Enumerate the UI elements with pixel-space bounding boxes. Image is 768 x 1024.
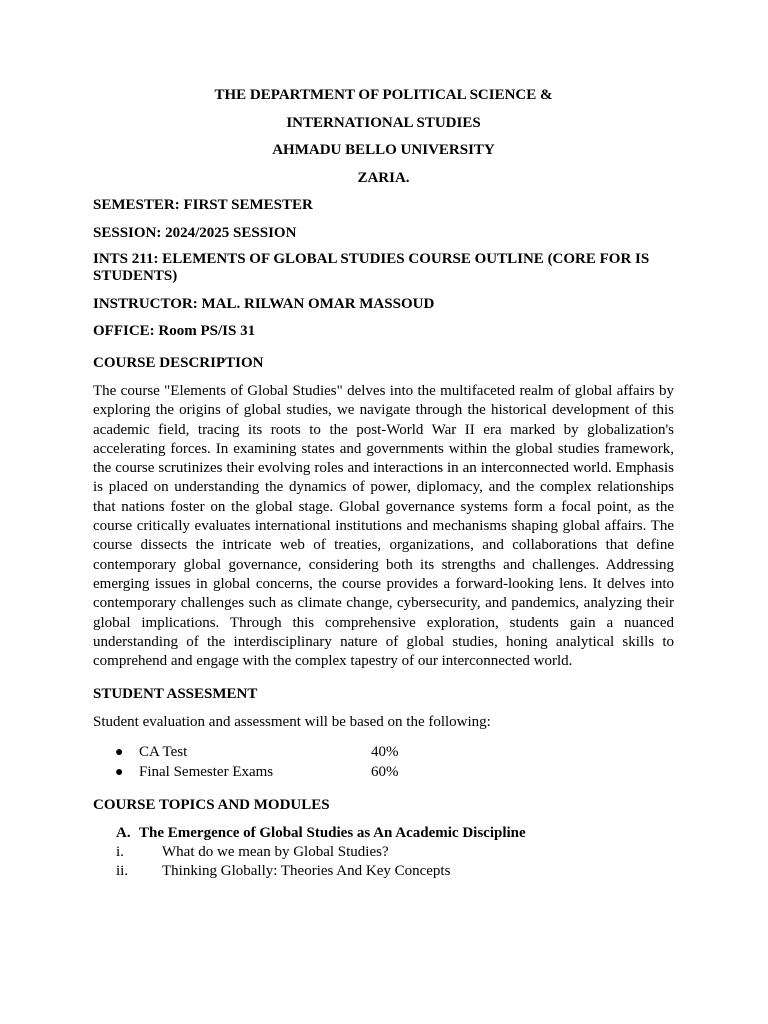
topic-item	[93, 843, 674, 862]
instructor-line: INSTRUCTOR: MAL. RILWAN OMAR MASSOUD	[93, 295, 435, 312]
semester-line: SEMESTER: FIRST SEMESTER	[93, 197, 313, 213]
department-title-line1: THE DEPARTMENT OF POLITICAL SCIENCE &	[214, 87, 553, 103]
topic-number: ii.	[116, 862, 129, 879]
assessment-item	[93, 743, 674, 763]
course-line: INTS 211: ELEMENTS OF GLOBAL STUDIES COURSE OUTLINE (CORE FOR IS STUDENTS)	[93, 251, 650, 284]
university-name: AHMADU BELLO UNIVERSITY	[272, 142, 495, 158]
student-assessment-heading: STUDENT ASSESMENT	[93, 686, 258, 703]
assessment-intro: Student evaluation and assessment will be based on the following:	[93, 714, 491, 731]
topic-list	[93, 843, 674, 880]
university-location: ZARIA.	[357, 169, 410, 186]
module-letter: A.	[116, 825, 131, 842]
assessment-item-label: CA Test	[139, 744, 188, 761]
topic-text: Thinking Globally: Theories And Key Concepts	[162, 862, 451, 879]
course-description-body: The course "Elements of Global Studies" delves into the multifaceted realm of global affairs by exploring the origins of global studies, we navigate through the historical development of this academic field, tracing its roots to the post-World War II era marked by globalization's accelerating forces. In examining states and governments within the global studies framework, the course scrutinizes their evolving roles and interactions in an interconnected world. Emphasis is placed on understanding the dynamics of power, diplomacy, and the complex relationships that nations foster on the global stage. Global governance systems form a focal point, as the course critically evaluates international institutions and mechanisms shaping global affairs. The course dissects the intricate web of treaties, organizations, and collaborations that define contemporary global governance, considering both its strengths and challenges. Addressing emerging issues in global concerns, the course provides a forward-looking lens. It delves into contemporary challenges such as climate change, cybersecurity, and pandemics, analyzing their global implications. Through this comprehensive exploration, students gain a nuanced understanding of the interdisciplinary nature of global studies, honing analytical skills to comprehend and engage with the complex tapestry of our interconnected world.	[93, 383, 674, 670]
topic-text: What do we mean by Global Studies?	[162, 844, 389, 861]
bullet-icon: ●	[115, 764, 124, 780]
department-title-line2: INTERNATIONAL STUDIES	[286, 114, 481, 131]
office-line: OFFICE: Room PS/IS 31	[93, 323, 256, 339]
module-title-text: The Emergence of Global Studies as An Academic Discipline	[139, 825, 526, 842]
module-a-title	[93, 824, 674, 843]
bullet-icon: ●	[115, 745, 124, 761]
assessment-list	[93, 743, 674, 782]
topic-number: i.	[116, 844, 124, 861]
assessment-item-label: Final Semester Exams	[139, 763, 274, 780]
course-topics-heading: COURSE TOPICS AND MODULES	[93, 797, 330, 814]
session-line: SESSION: 2024/2025 SESSION	[93, 224, 297, 241]
assessment-item	[93, 763, 674, 783]
topic-item	[93, 862, 674, 881]
document-page	[93, 86, 674, 880]
course-description-heading: COURSE DESCRIPTION	[93, 355, 264, 371]
assessment-item-value: 40%	[371, 744, 399, 761]
assessment-item-value: 60%	[371, 763, 399, 780]
